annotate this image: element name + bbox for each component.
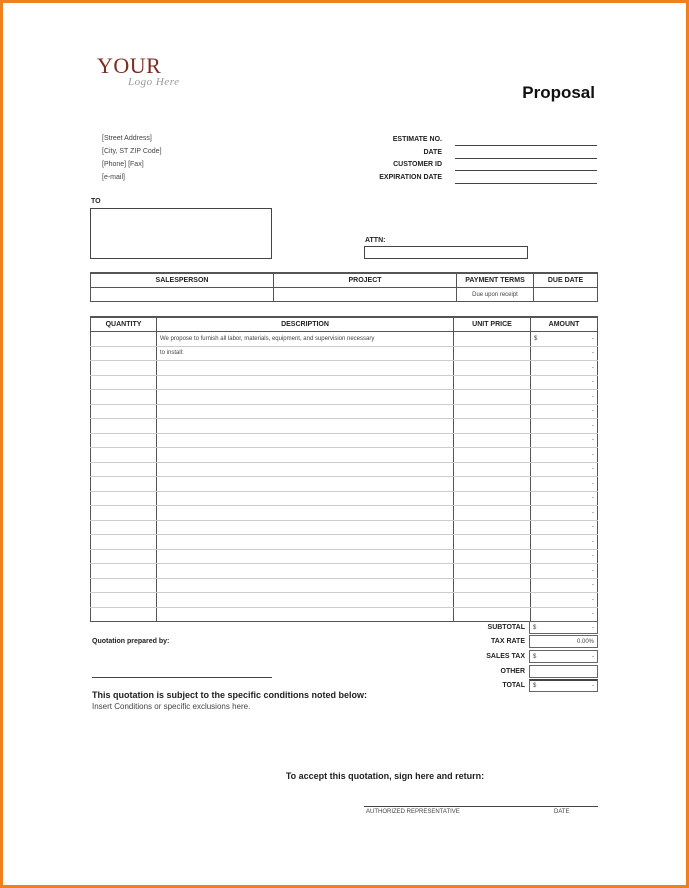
amount-cell: - [531,448,598,463]
info-header-project: PROJECT [274,273,457,288]
logo-text: YOUR [97,53,162,78]
estimate-no-field[interactable] [455,145,597,146]
quantity-cell[interactable] [91,549,157,564]
description-cell[interactable] [157,361,454,376]
description-cell[interactable] [157,477,454,492]
amount-cell: - [531,593,598,608]
prepared-by-label: Quotation prepared by: [92,638,170,645]
signature-date-label: DATE [554,809,570,815]
salesperson-cell[interactable] [91,288,274,302]
unit-price-cell[interactable] [454,462,531,477]
quantity-cell[interactable] [91,419,157,434]
company-street[interactable]: [Street Address] [102,135,152,142]
company-phone[interactable]: [Phone] [Fax] [102,161,144,168]
project-cell[interactable] [274,288,457,302]
customer-id-field[interactable] [455,170,597,171]
description-cell[interactable] [157,375,454,390]
quantity-cell[interactable] [91,506,157,521]
other-value[interactable] [529,665,598,678]
amount-cell: - [531,535,598,550]
company-city[interactable]: [City, ST ZIP Code] [102,148,162,155]
unit-price-cell[interactable] [454,390,531,405]
amount-cell: - [531,491,598,506]
quantity-cell[interactable] [91,477,157,492]
unit-price-cell[interactable] [454,332,531,347]
quantity-cell[interactable] [91,491,157,506]
description-cell[interactable] [157,462,454,477]
quantity-cell[interactable] [91,404,157,419]
sales-tax-label: SALES TAX [486,653,525,660]
quantity-cell[interactable] [91,607,157,622]
tax-rate-value[interactable]: 0.00% [529,635,598,648]
unit-price-cell[interactable] [454,564,531,579]
amount-cell: - [531,361,598,376]
amount-cell: - [531,390,598,405]
subtotal-label: SUBTOTAL [487,624,525,631]
expiration-date-field[interactable] [455,183,597,184]
unit-price-cell[interactable] [454,433,531,448]
to-label: TO [91,198,101,205]
description-cell[interactable] [157,549,454,564]
unit-price-cell[interactable] [454,578,531,593]
unit-price-cell[interactable] [454,535,531,550]
table-row [91,578,598,593]
amount-cell: - [531,346,598,361]
col-unit-price: UNIT PRICE [454,317,531,332]
table-row [91,404,598,419]
table-row [91,520,598,535]
col-amount: AMOUNT [531,317,598,332]
unit-price-cell[interactable] [454,448,531,463]
unit-price-cell[interactable] [454,346,531,361]
page-title: Proposal [522,83,595,102]
table-row [91,390,598,405]
description-cell[interactable] [157,390,454,405]
authorized-rep-label: AUTHORIZED REPRESENTATIVE [366,809,460,815]
description-cell[interactable] [157,535,454,550]
description-cell[interactable] [157,419,454,434]
estimate-no-label: ESTIMATE NO. [392,136,442,143]
amount-cell: - [531,578,598,593]
table-row [91,375,598,390]
expiration-date-label: EXPIRATION DATE [379,174,442,181]
subtotal-value: $ - [529,621,598,634]
amount-cell: - [531,564,598,579]
table-row [91,506,598,521]
description-cell[interactable] [157,607,454,622]
tax-rate-label: TAX RATE [491,638,525,645]
quantity-cell[interactable] [91,390,157,405]
quantity-cell[interactable] [91,520,157,535]
amount-cell: - [531,419,598,434]
sales-tax-value: $ - [529,650,598,663]
table-row [91,491,598,506]
description-cell[interactable] [157,506,454,521]
quantity-cell[interactable] [91,346,157,361]
conditions-text[interactable]: Insert Conditions or specific exclusions here. [92,702,251,711]
conditions-title: This quotation is subject to the specific conditions noted below: [92,690,368,700]
unit-price-cell[interactable] [454,607,531,622]
description-cell[interactable] [157,564,454,579]
amount-cell: - [531,375,598,390]
info-header-salesperson: SALESPERSON [91,273,274,288]
info-header-payment-terms: PAYMENT TERMS [457,273,534,288]
table-row [91,477,598,492]
col-quantity: QUANTITY [91,317,157,332]
accept-instructions: To accept this quotation, sign here and return: [285,771,485,781]
quantity-cell[interactable] [91,462,157,477]
table-row [91,332,598,347]
quantity-cell[interactable] [91,593,157,608]
company-email[interactable]: [e-mail] [102,174,125,181]
amount-cell: - [531,462,598,477]
table-row [91,564,598,579]
unit-price-cell[interactable] [454,520,531,535]
info-header-due-date: DUE DATE [534,273,598,288]
table-row [91,346,598,361]
date-label: DATE [423,149,442,156]
description-cell[interactable] [157,433,454,448]
amount-cell: - [531,549,598,564]
description-cell[interactable] [157,578,454,593]
other-label: OTHER [500,668,525,675]
quantity-cell[interactable] [91,433,157,448]
amount-cell: - [531,433,598,448]
total-label: TOTAL [502,682,525,689]
table-row [91,433,598,448]
unit-price-cell[interactable] [454,549,531,564]
table-row [91,361,598,376]
unit-price-cell[interactable] [454,491,531,506]
description-cell[interactable] [157,491,454,506]
unit-price-cell[interactable] [454,404,531,419]
prepared-by-field[interactable] [92,677,272,678]
description-cell[interactable] [157,404,454,419]
attn-label: ATTN: [365,237,386,244]
quantity-cell[interactable] [91,448,157,463]
unit-price-cell[interactable] [454,506,531,521]
unit-price-cell[interactable] [454,419,531,434]
amount-cell: - [531,506,598,521]
amount-cell: - [531,520,598,535]
unit-price-cell[interactable] [454,361,531,376]
date-field[interactable] [455,158,597,159]
signature-line[interactable] [364,806,598,807]
amount-cell: - [531,404,598,419]
col-description: DESCRIPTION [157,317,454,332]
table-row [91,607,598,622]
amount-cell: - [531,607,598,622]
customer-id-label: CUSTOMER ID [393,161,442,168]
table-row [91,462,598,477]
table-row [91,593,598,608]
quantity-cell[interactable] [91,535,157,550]
quantity-cell[interactable] [91,578,157,593]
description-cell[interactable] [157,448,454,463]
quantity-cell[interactable] [91,375,157,390]
table-row [91,549,598,564]
amount-cell: - [531,477,598,492]
payment-terms-cell[interactable]: Due upon receipt [457,288,534,302]
description-cell[interactable]: We propose to furnish all labor, materials, equipment, and supervision necessary [157,332,454,347]
table-row [91,448,598,463]
amount-cell: $ - [531,332,598,347]
table-row [91,535,598,550]
logo-subtext: Logo Here [128,76,180,88]
quantity-cell[interactable] [91,361,157,376]
description-cell[interactable]: to install: [157,346,454,361]
quantity-cell[interactable] [91,564,157,579]
unit-price-cell[interactable] [454,375,531,390]
items-table [90,316,598,622]
description-cell[interactable] [157,593,454,608]
quantity-cell[interactable] [91,332,157,347]
to-address-box[interactable] [90,208,272,259]
description-cell[interactable] [157,520,454,535]
table-row [91,419,598,434]
attn-field[interactable] [364,246,528,259]
info-table [90,272,598,302]
unit-price-cell[interactable] [454,477,531,492]
due-date-cell[interactable] [534,288,598,302]
unit-price-cell[interactable] [454,593,531,608]
total-value: $ - [529,679,598,692]
